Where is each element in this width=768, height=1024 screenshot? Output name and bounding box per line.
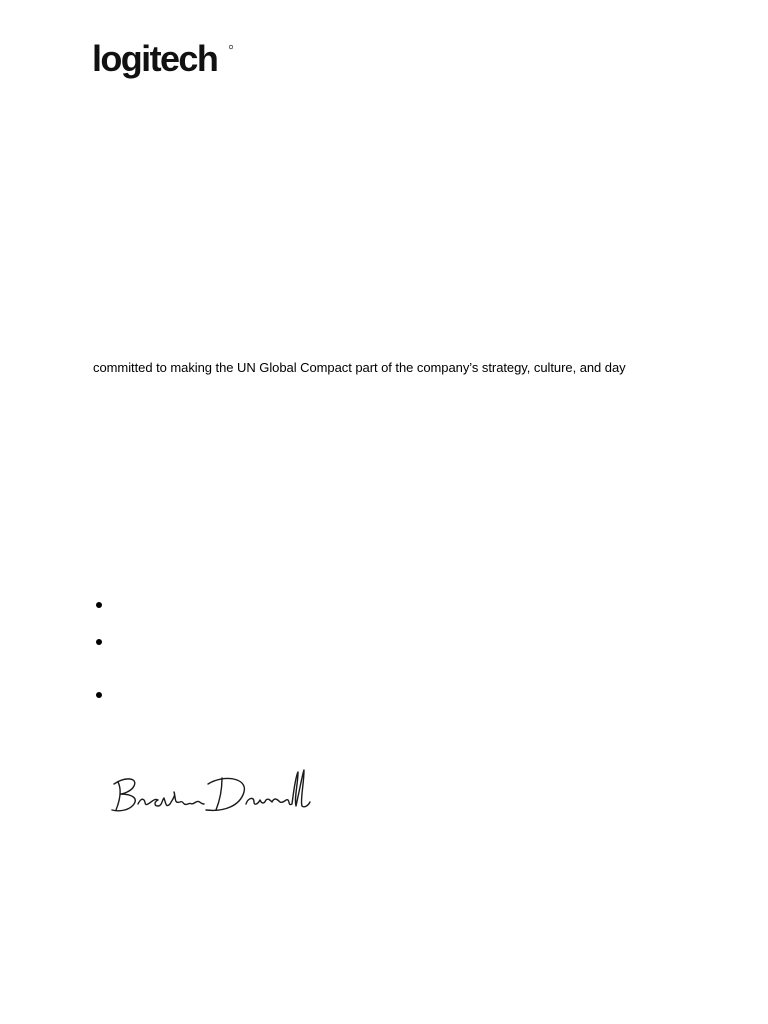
logitech-wordmark-icon (92, 38, 234, 86)
registered-mark-icon (229, 45, 233, 49)
bullet-point (96, 639, 102, 645)
paragraph-fragment: committed to making the UN Global Compact part of the company’s strategy, culture, and day (93, 360, 626, 375)
bullet-point (96, 602, 102, 608)
ceo-signature (104, 764, 318, 826)
logitech-logo (92, 38, 234, 86)
logo-wordmark-text: logitech (92, 38, 218, 79)
handwritten-signature-icon (104, 764, 318, 826)
bullet-point (96, 692, 102, 698)
